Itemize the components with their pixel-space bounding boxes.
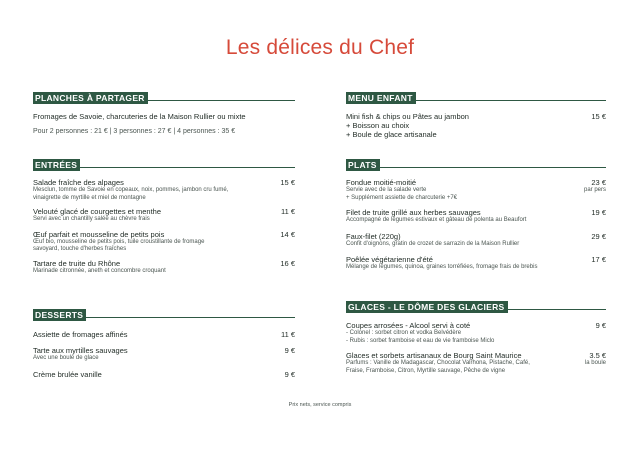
item-price: 19 €: [591, 208, 606, 217]
item-name: Velouté glacé de courgettes et menthe: [33, 207, 162, 216]
section-entrees: [33, 155, 295, 275]
section-desserts: [33, 305, 295, 379]
item-description: Confit d'oignons, gratin de crozet de sarrazin de la Maison Rullier: [346, 240, 520, 247]
section-heading: PLATS: [346, 159, 380, 171]
item-price: 9 €: [284, 369, 295, 379]
item-description: Servie avec de la salade verte: [346, 187, 427, 193]
section-plats: [346, 155, 606, 272]
item-description-2: - Rubis : sorbet framboise et eau de vie framboise Miclo: [346, 337, 495, 344]
menu-item: [346, 255, 606, 272]
item-description-2: + Supplément assiette de charcuterie +7€: [346, 194, 458, 201]
item-name: Salade fraîche des alpages: [33, 178, 124, 187]
item-name: Œuf parfait et mousseline de petits pois: [33, 229, 165, 239]
item-option: + Boule de glace artisanale: [346, 130, 437, 139]
item-name: Fromages de Savoie, charcuteries de la Maison Rullier ou mixte: [33, 112, 246, 121]
section-heading: PLANCHES À PARTAGER: [33, 92, 148, 104]
item-name: Fondue moitié-moitié: [346, 178, 417, 187]
item-description: Avec une boule de glace: [33, 355, 99, 361]
item-name: Glaces et sorbets artisanaux de Bourg Saint Maurice: [346, 351, 522, 360]
item-name: Faux-filet (220g): [346, 231, 401, 241]
item-price: 17 €: [591, 255, 606, 264]
item-price: 15 €: [591, 112, 606, 121]
menu-item: [33, 230, 295, 254]
item-description: Marinade citronnée, aneth et concombre croquant: [33, 267, 166, 274]
item-name: Filet de truite grillé aux herbes sauvages: [346, 208, 481, 217]
item-description-2: Fraise, Framboise, Citron, Myrtille sauvage, Pêche de vigne: [346, 367, 506, 374]
menu-item: [33, 346, 295, 363]
item-description: Parfums : Vanille de Madagascar, Chocolat Valrhona, Pistache, Café,: [346, 360, 530, 366]
section-heading: DESSERTS: [33, 309, 86, 321]
item-description: Œuf bio, mousseline de petits pois, tuile croustillante de fromage: [33, 238, 205, 245]
item-description-2: vinaigrette de myrtille et miel de montagne: [33, 194, 146, 201]
section-planches: [33, 88, 295, 136]
item-price: 9 €: [284, 346, 295, 355]
menu-item: [33, 178, 295, 202]
item-price: 9 €: [595, 321, 606, 330]
item-name: Tarte aux myrtilles sauvages: [33, 346, 128, 355]
item-description: Mesclun, tomme de Savoie en copeaux, noix, pommes, jambon cru fumé,: [33, 187, 229, 193]
menu-title: Les délices du Chef: [225, 36, 415, 59]
item-name: Tartare de truite du Rhône: [33, 258, 121, 268]
menu-item: [346, 351, 606, 375]
item-pricing: Pour 2 personnes : 21 € | 3 personnes : 27 € | 4 personnes : 35 €: [33, 128, 236, 135]
section-glaces: [346, 297, 606, 375]
item-name: Coupes arrosées - Alcool servi à coté: [346, 321, 471, 330]
item-description-2: savoyard, touche d'herbes fraîches: [33, 246, 127, 252]
item-price: 11 €: [280, 330, 295, 339]
item-description: Mélange de légumes, quinoa, graines torréfiées, fromage frais de brebis: [346, 264, 538, 270]
menu-item: [33, 370, 295, 379]
item-price: 14 €: [280, 229, 295, 239]
item-name: Poêlée végétarienne d'été: [346, 255, 433, 264]
item-name: Assiette de fromages affinés: [33, 330, 128, 339]
menu-item: [346, 208, 606, 225]
section-divider: [346, 167, 606, 168]
item-price: 29 €: [591, 231, 606, 241]
item-price: 16 €: [280, 258, 295, 268]
item-name: Mini fish & chips ou Pâtes au jambon: [346, 112, 469, 121]
item-option: + Boisson au choix: [346, 121, 410, 130]
menu-item: [346, 178, 606, 202]
item-description: Servi avec un chantilly salée au chèvre frais: [33, 216, 150, 222]
item-price: 15 €: [280, 178, 295, 187]
menu-item: [33, 207, 295, 224]
section-heading: GLACES - LE DÔME DES GLACIERS: [346, 301, 508, 313]
section-menu-enfant: [346, 88, 606, 139]
menu-item: [33, 330, 295, 339]
item-description: Accompagné de légumes estivaux et gâteau de polenta au Beaufort: [346, 217, 527, 223]
price-note: par pers: [583, 187, 606, 193]
menu-item: [346, 321, 606, 345]
section-heading: MENU ENFANT: [346, 92, 416, 104]
section-heading: ENTRÉES: [33, 159, 80, 171]
item-price: 3.5 €: [589, 351, 606, 360]
menu-item: [346, 112, 606, 139]
item-description: - Colonel : sorbet citron et vodka Belvédère: [346, 330, 462, 336]
price-note: la boule: [584, 360, 606, 366]
item-name: Crème brulée vanille: [33, 369, 102, 379]
menu-item: [346, 232, 606, 249]
footer-note: Prix nets, service compris: [288, 402, 352, 408]
item-price: 23 €: [591, 178, 606, 187]
item-price: 11 €: [280, 207, 295, 216]
menu-item: [33, 259, 295, 276]
